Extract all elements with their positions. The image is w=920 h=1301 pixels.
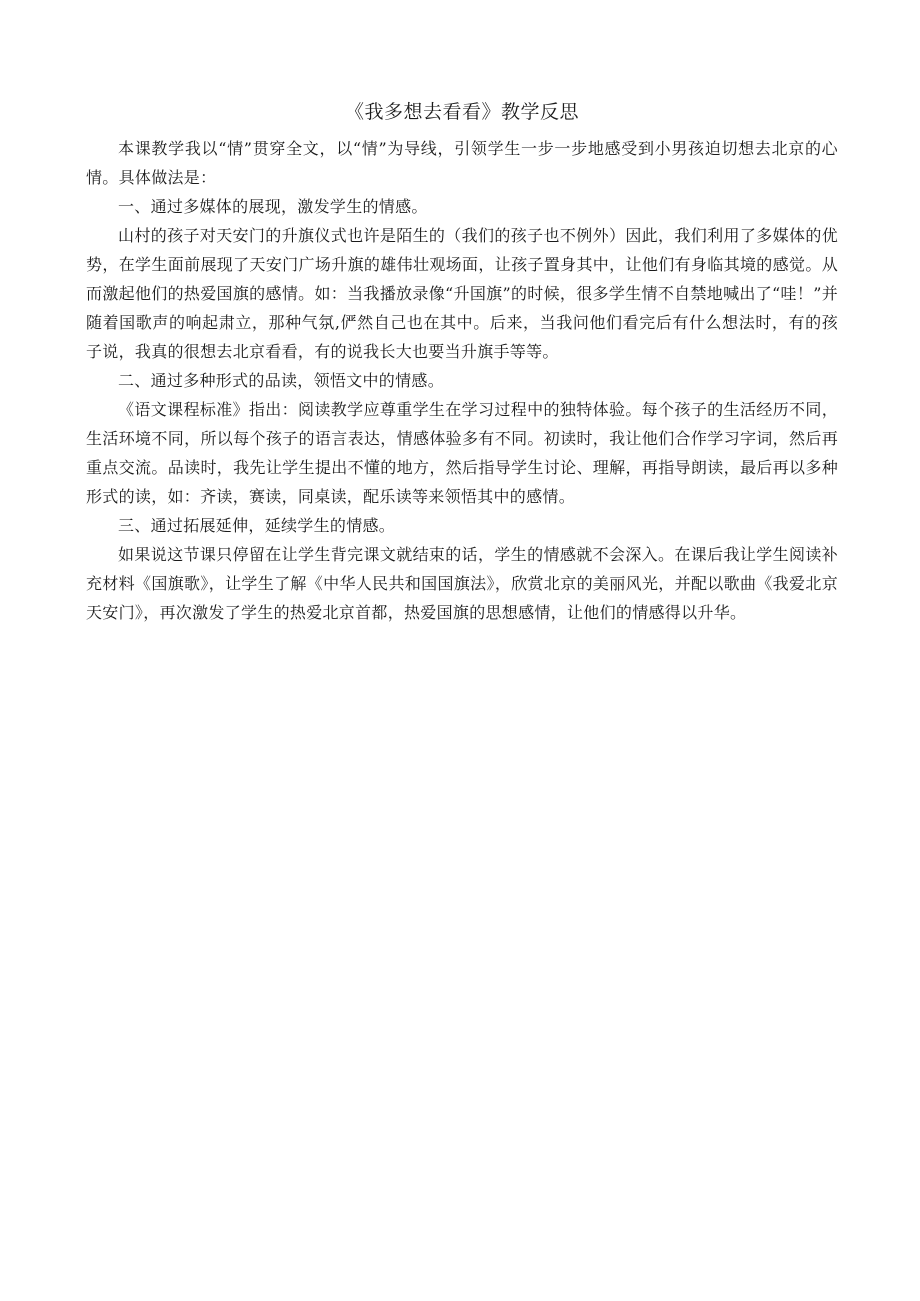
section-body-3: 如果说这节课只停留在让学生背完课文就结束的话，学生的情感就不会深入。在课后我让学生阅读补充材料《国旗歌》，让学生了解《中华人民共和国国旗法》，欣赏北京的美丽风光，并配以歌曲《我爱北京天安门》，再次激发了学生的热爱北京首都，热爱国旗的思想感情，让他们的情感得以升华。	[86, 545, 838, 622]
section-heading-2: 二、通过多种形式的品读，领悟文中的情感。	[118, 371, 445, 390]
intro-paragraph: 本课教学我以“情”贯穿全文，以“情”为导线，引领学生一步一步地感受到小男孩迫切想去北京的心情。具体做法是：	[86, 139, 838, 187]
document-title: 《我多想去看看》教学反思	[344, 101, 579, 123]
document-page	[86, 96, 838, 627]
section-heading-1: 一、通过多媒体的展现，激发学生的情感。	[118, 197, 428, 216]
section-heading-3: 三、通过拓展延伸，延续学生的情感。	[118, 516, 396, 535]
section-body-1: 山村的孩子对天安门的升旗仪式也许是陌生的（我们的孩子也不例外）因此，我们利用了多媒体的优势，在学生面前展现了天安门广场升旗的雄伟壮观场面，让孩子置身其中，让他们有身临其境的感觉。从而激起他们的热爱国旗的感情。如：当我播放录像“升国旗”的时候，很多学生情不自禁地喊出了“哇！”并随着国歌声的响起肃立，那种气氛,俨然自己也在其中。后来，当我问他们看完后有什么想法时，有的孩子说，我真的很想去北京看看，有的说我长大也要当升旗手等等。	[86, 226, 838, 361]
section-body-2: 《语文课程标准》指出：阅读教学应尊重学生在学习过程中的独特体验。每个孩子的生活经历不同，生活环境不同，所以每个孩子的语言表达，情感体验多有不同。初读时，我让他们合作学习字词，然后再重点交流。品读时，我先让学生提出不懂的地方，然后指导学生讨论、理解，再指导朗读，最后再以多种形式的读，如：齐读，赛读，同桌读，配乐读等来领悟其中的感情。	[86, 400, 838, 506]
